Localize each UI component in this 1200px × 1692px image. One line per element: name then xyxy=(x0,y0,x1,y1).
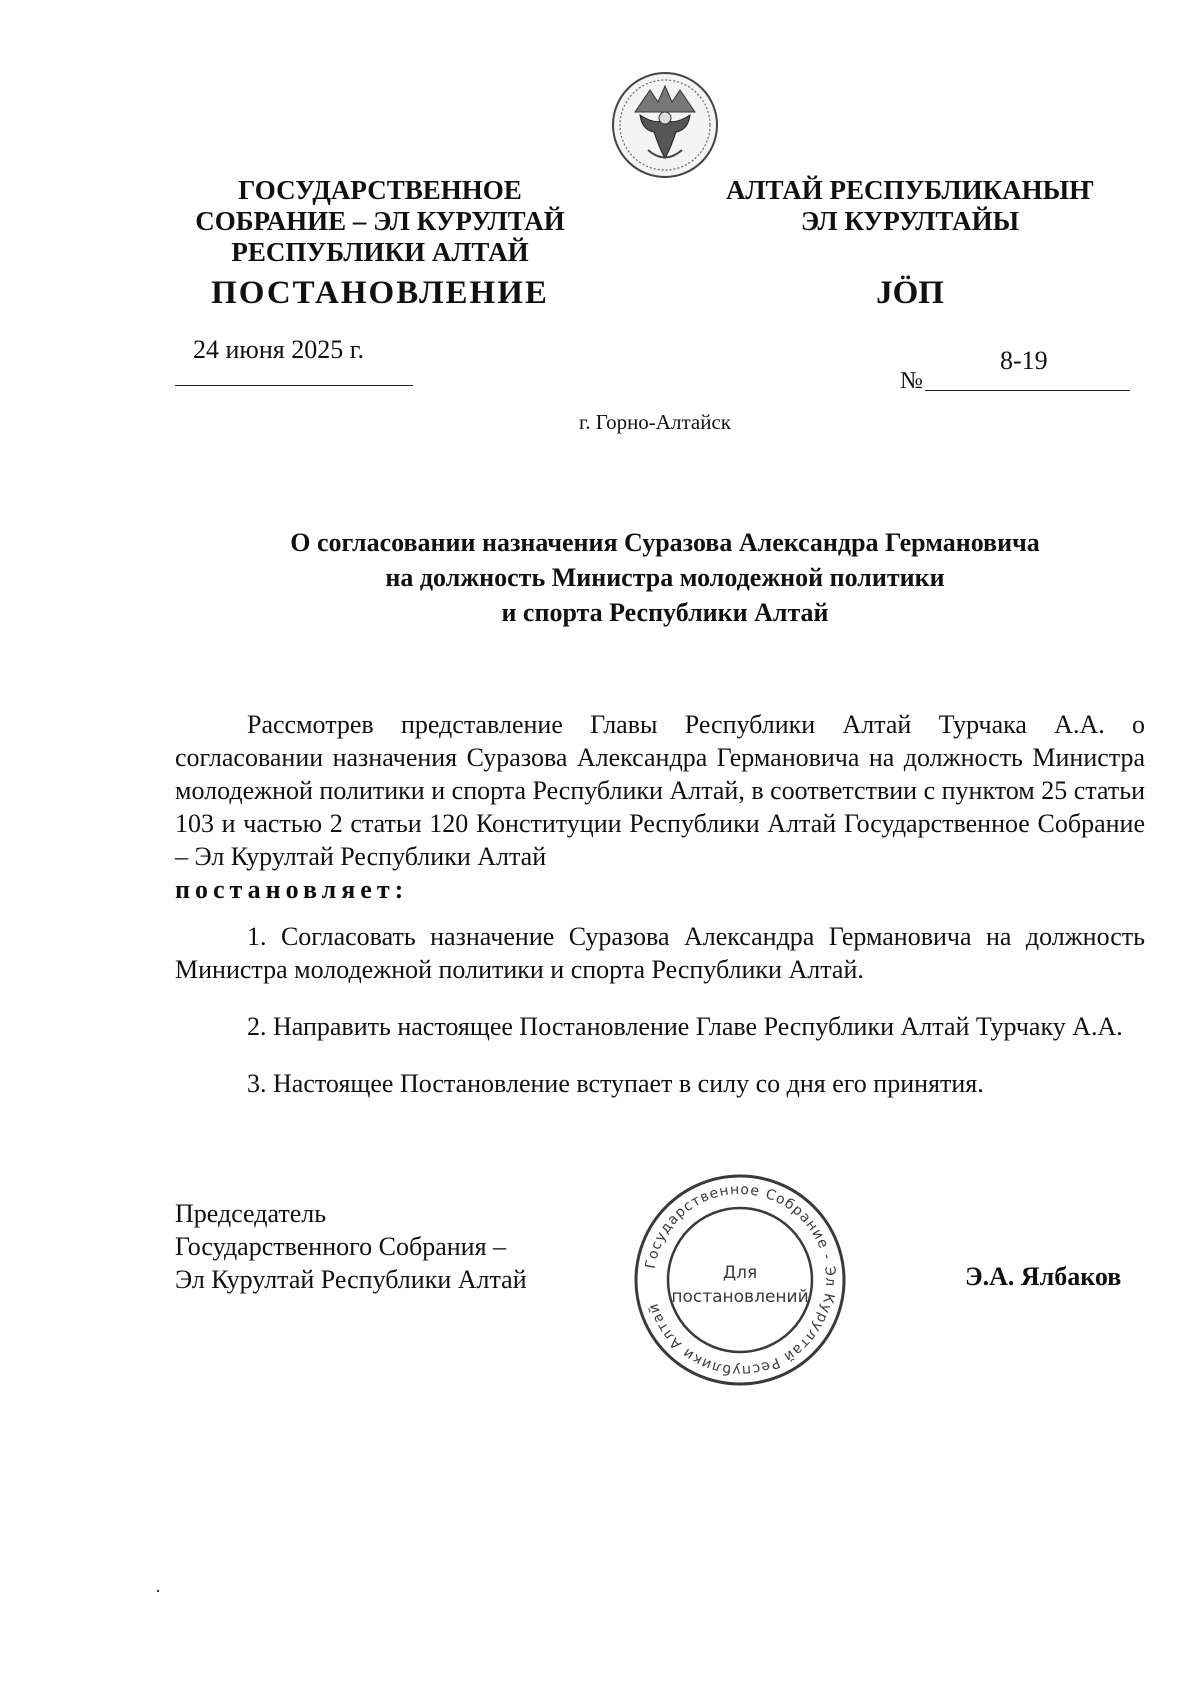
stamp-ring-text: Государственное Собрание - Эл Курултай Республики Алтай xyxy=(642,1181,839,1379)
document-city: г. Горно-Алтайск xyxy=(579,410,731,434)
signer-name: Э.А. Ялбаков xyxy=(965,1262,1122,1291)
signer-position-line: Эл Курултай Республики Алтай xyxy=(175,1265,527,1294)
stamp-center-line: Для xyxy=(722,1263,758,1283)
header-left-title xyxy=(170,175,590,268)
item-paragraph: 2. Направить настоящее Постановление Главе Республики Алтай Турчаку А.А. xyxy=(247,1012,1123,1041)
preamble-paragraph xyxy=(175,708,1145,873)
header-left-line: СОБРАНИЕ – ЭЛ КУРУЛТАЙ xyxy=(195,206,565,236)
stamp-center-line: постановлений xyxy=(671,1287,809,1307)
signer-position-line: Председатель xyxy=(175,1199,327,1228)
number-underline xyxy=(925,390,1130,391)
header-right-line: АЛТАЙ РЕСПУБЛИКАНЫҤ xyxy=(725,175,1095,205)
header-left-line: ГОСУДАРСТВЕННОЕ xyxy=(238,175,522,205)
official-stamp xyxy=(630,1170,850,1390)
doc-type-ru: ПОСТАНОВЛЕНИЕ xyxy=(211,275,549,311)
document-number: 8-19 xyxy=(1000,346,1048,375)
doc-type-alt: JӦП xyxy=(876,275,944,311)
title-line: на должность Министра молодежной политики xyxy=(385,563,945,592)
item-paragraph: 1. Согласовать назначение Суразова Александра Германовича на должность Министра молодежной политики и спорта Республики Алтай. xyxy=(175,922,1145,984)
coat-of-arms-emblem xyxy=(610,70,720,180)
document-date: 24 июня 2025 г. xyxy=(193,335,364,364)
document-title xyxy=(175,525,1155,630)
title-line: О согласовании назначения Суразова Александра Германовича xyxy=(290,528,1040,557)
signer-position-line: Государственного Собрания – xyxy=(175,1232,507,1261)
number-label: № xyxy=(900,368,923,394)
document-body xyxy=(175,708,1145,1100)
scan-speck xyxy=(157,1590,159,1592)
signer-position xyxy=(175,1197,527,1296)
resolves-word: постановляет: xyxy=(175,875,409,904)
header-left-line: РЕСПУБЛИКИ АЛТАЙ xyxy=(231,237,529,267)
title-line: и спорта Республики Алтай xyxy=(501,598,829,627)
preamble-text: Рассмотрев представление Главы Республики Алтай Турчака А.А. о согласовании назначения Суразова Александра Германовича на должность Министра молодежной политики и спорта Республики Алтай, в соответствии с пунктом 25 статьи 103 и частью 2 статьи 120 Конституции Республики Алтай Государственное Собрание – Эл Курултай Республики Алтай xyxy=(175,710,1145,871)
item-paragraph: 3. Настоящее Постановление вступает в силу со дня его принятия. xyxy=(247,1069,984,1098)
date-underline xyxy=(175,385,413,386)
header-right-line: ЭЛ КУРУЛТАЙЫ xyxy=(800,206,1020,236)
header-right-title xyxy=(700,175,1120,237)
